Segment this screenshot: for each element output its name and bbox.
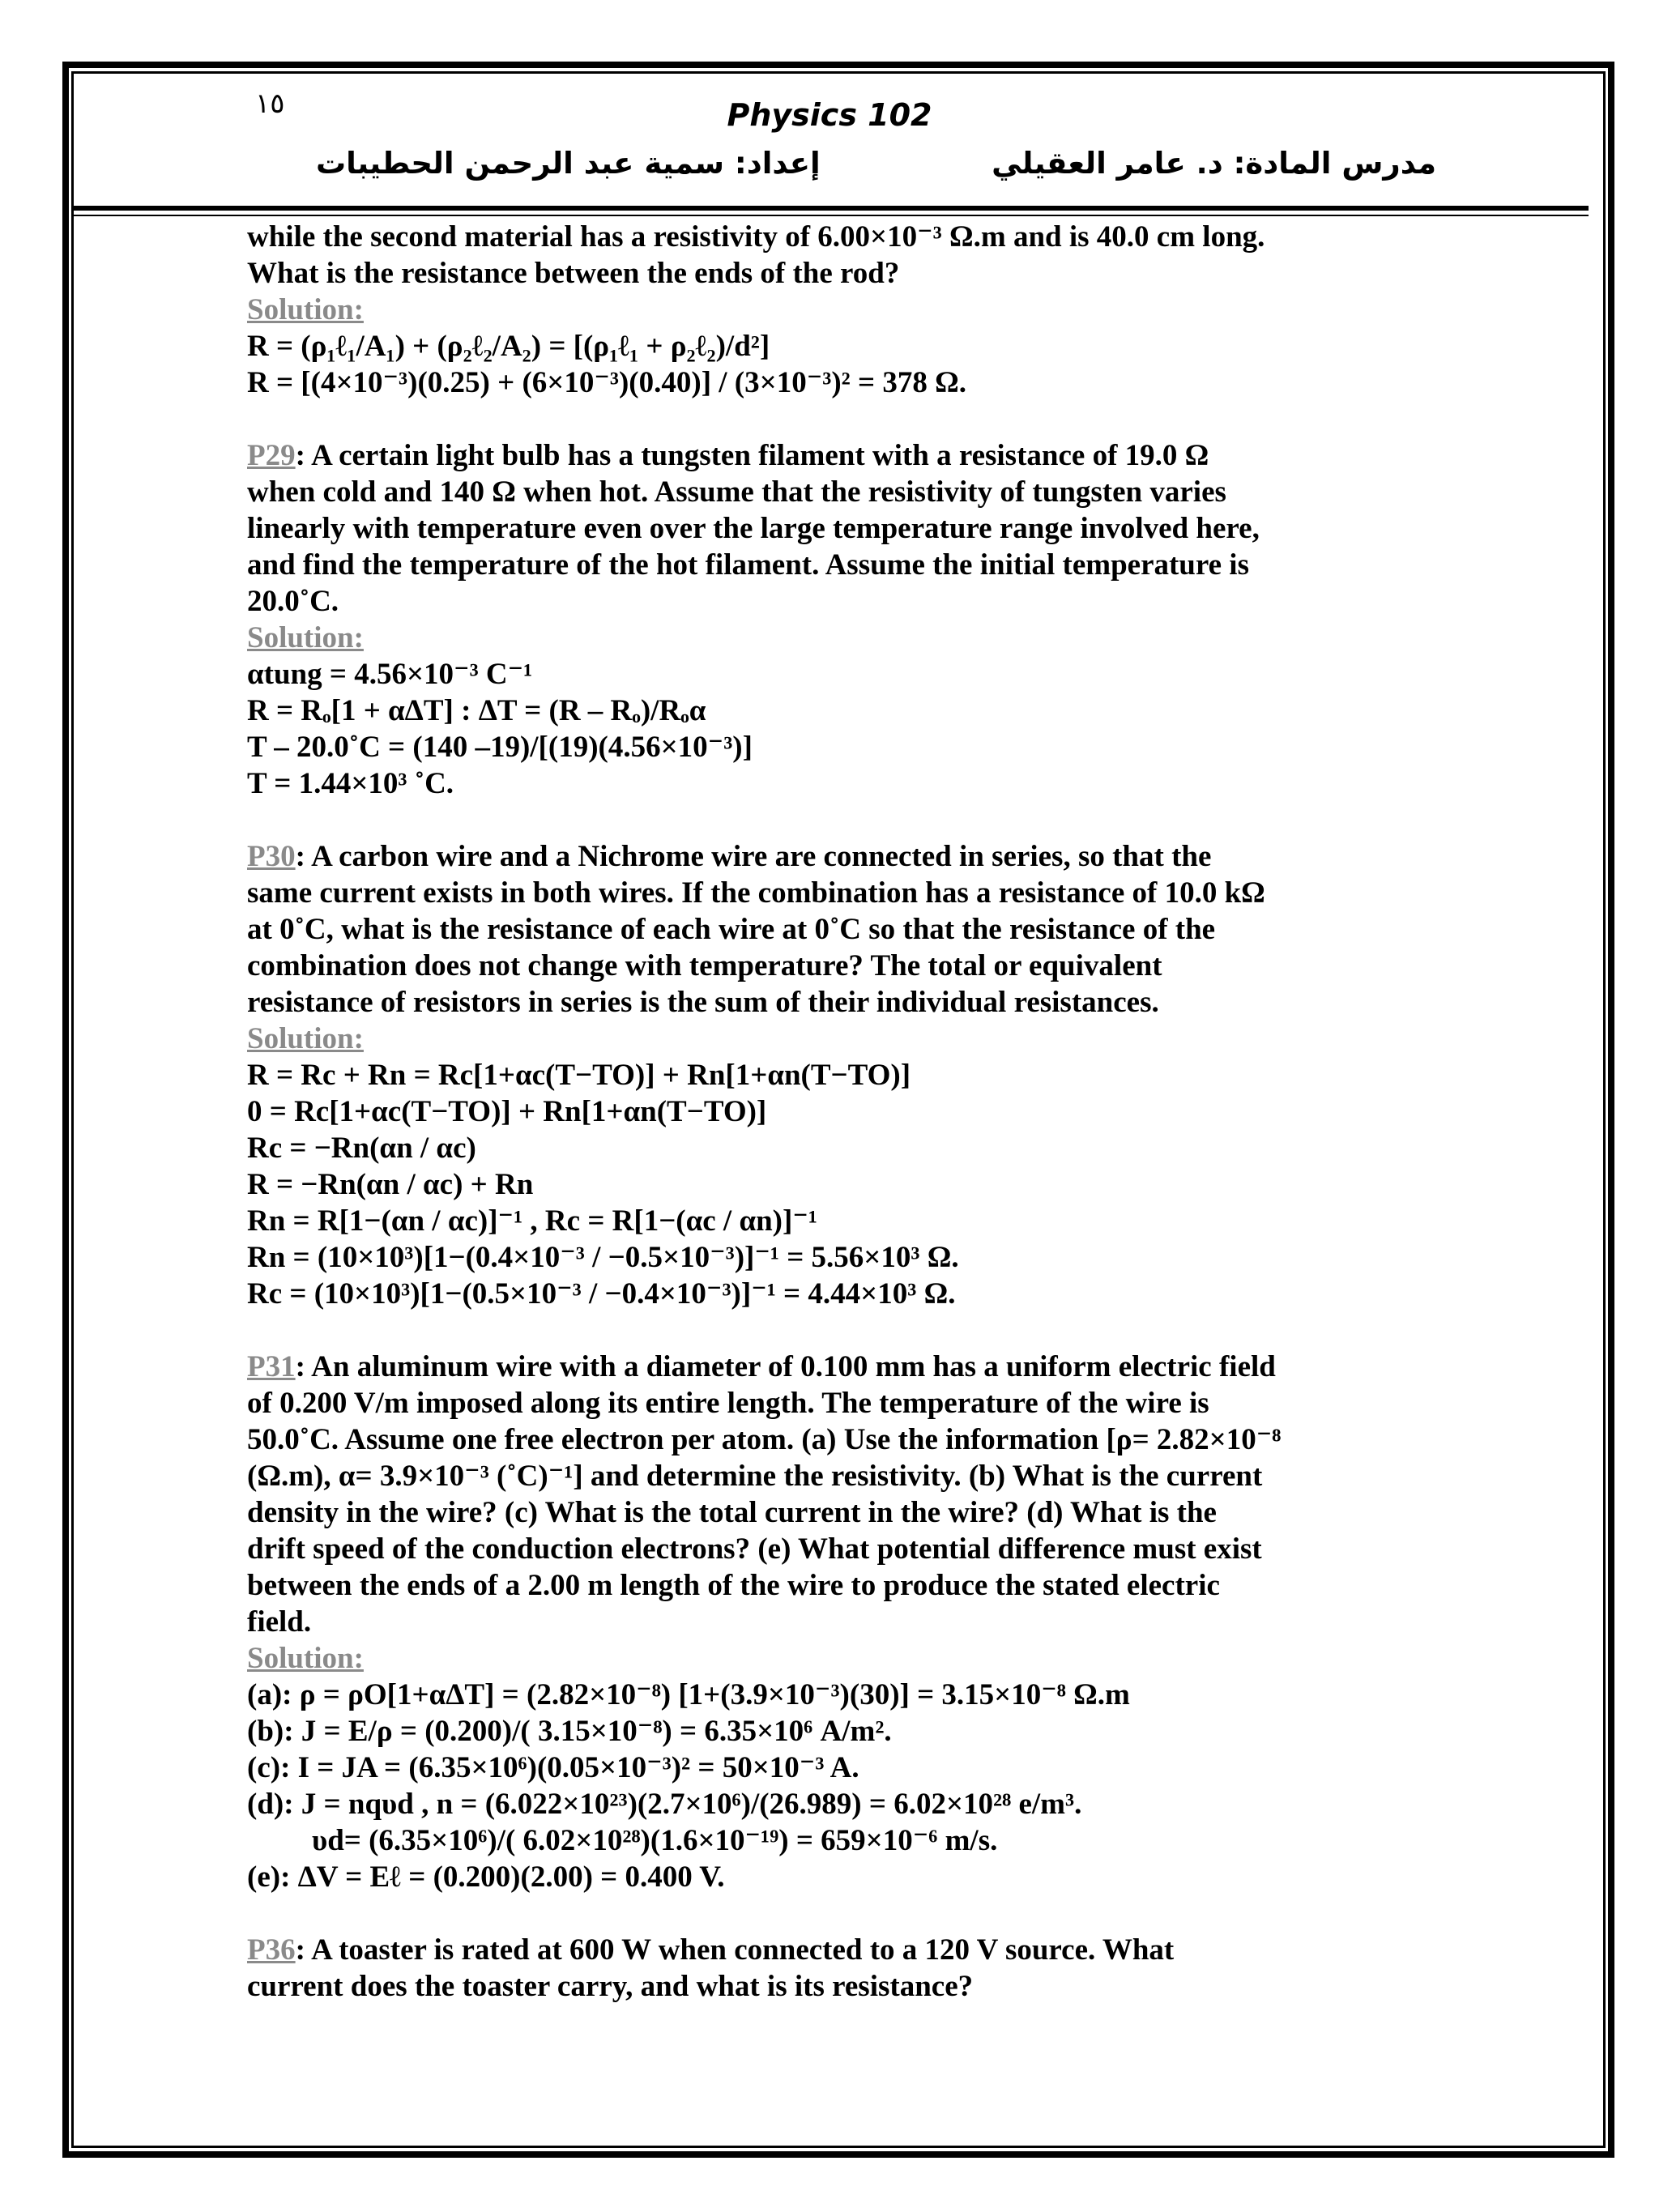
problem-line: when cold and 140 Ω when hot. Assume that the resistivity of tungsten varies [247, 475, 1226, 509]
problem-line: A toaster is rated at 600 W when connected to a 120 V source. What [311, 1933, 1175, 1967]
solution-line: αtung = 4.56×10⁻³ C⁻¹ [247, 658, 533, 691]
solution-line: 0 = Rc[1+αc(T−TO)] + Rn[1+αn(T−TO)] [247, 1095, 767, 1128]
problem-label: P29 [247, 439, 296, 472]
solution-label: Solution: [247, 621, 364, 654]
problem-line: A carbon wire and a Nichrome wire are connected in series, so that the [311, 840, 1212, 873]
problem-line: and find the temperature of the hot filament. Assume the initial temperature is [247, 548, 1249, 582]
solution-line: Rc = (10×10³)[1−(0.5×10⁻³ / −0.4×10⁻³)]⁻¹ = 4.44×10³ Ω. [247, 1277, 956, 1311]
solution-label: Solution: [247, 1642, 364, 1675]
solution-line: υd= (6.35×10⁶)/( 6.02×10²⁸)(1.6×10⁻¹⁹) = 659×10⁻⁶ m/s. [312, 1824, 998, 1857]
problem-line: 50.0˚C. Assume one free electron per atom. (a) Use the information [ρ= 2.82×10⁻⁸ [247, 1423, 1282, 1456]
problem-p31: P31: An aluminum wire with a diameter of 0.100 mm has a uniform electric field of 0.200 V/m imposed along its entire length. The temperature of the wire is 50.0˚C. Assume one free electron per atom. (a) Use the information [ρ= 2.82×10⁻⁸ (Ω.m), α= 3.9×10⁻³ (˚C)⁻¹] and determine the resistivity. (b) What is the current density in the wire? (c) What is the total current in the wire? (d) What is the drift speed of the conduction electrons? (e) What potential difference must exist between the ends of a 2.00 m length of the wire to produce the stated electric field. [247, 1349, 1446, 1640]
problem-line: 20.0˚C. [247, 585, 339, 618]
problem-p30: P30: A carbon wire and a Nichrome wire are connected in series, so that the same current exists in both wires. If the combination has a resistance of 10.0 kΩ at 0˚C, what is the resistance of each wire at 0˚C so that the resistance of the combination does not change with temperature? The total or equivalent resistance of resistors in series is the sum of their individual resistances. [247, 838, 1446, 1021]
problem-label: P30 [247, 840, 296, 873]
solution-label: Solution: [247, 293, 364, 326]
solution-line: R = Rc + Rn = Rc[1+αc(T−TO)] + Rn[1+αn(T−TO)] [247, 1059, 911, 1092]
course-title: Physics 102 [727, 97, 932, 133]
intro-problem-text [247, 219, 1446, 292]
problem-p29: P29: A certain light bulb has a tungsten filament with a resistance of 19.0 Ω when cold and 140 Ω when hot. Assume that the resistivity of tungsten varies linearly with temperature even over the large temperature range involved here, and find the temperature of the hot filament. Assume the initial temperature is 20.0˚C. [247, 437, 1446, 620]
problem-line: density in the wire? (c) What is the total current in the wire? (d) What is the [247, 1496, 1217, 1529]
prepared-by: إعداد: سمية عبد الرحمن الحطيبات [316, 146, 821, 181]
problem-line: while the second material has a resistivity of 6.00×10⁻³ Ω.m and is 40.0 cm long. [247, 220, 1265, 254]
problem-line: combination does not change with temperature? The total or equivalent [247, 949, 1162, 982]
solution-line: R = (ρ₁ℓ₁/A₁) + (ρ₂ℓ₂/A₂) = [(ρ₁ℓ₁ + ρ₂ℓ₂)/d²] [247, 330, 770, 363]
problem-line: drift speed of the conduction electrons? (e) What potential difference must exist [247, 1532, 1262, 1566]
problem-label: P36 [247, 1933, 296, 1967]
problem-line: of 0.200 V/m imposed along its entire length. The temperature of the wire is [247, 1387, 1209, 1420]
solution-line: (d): J = nqυd , n = (6.022×10²³)(2.7×10⁶)/(26.989) = 6.02×10²⁸ e/m³. [247, 1788, 1082, 1821]
problem-line: An aluminum wire with a diameter of 0.100 mm has a uniform electric field [311, 1350, 1276, 1383]
solution-line: (e): ΔV = Eℓ = (0.200)(2.00) = 0.400 V. [247, 1860, 725, 1894]
solution-line: R = −Rn(αn / αc) + Rn [247, 1168, 534, 1201]
solution-line: (b): J = E/ρ = (0.200)/( 3.15×10⁻⁸) = 6.35×10⁶ A/m². [247, 1715, 892, 1748]
problem-line: What is the resistance between the ends of the rod? [247, 257, 900, 290]
solution-label: Solution: [247, 1022, 364, 1055]
solution-line: Rc = −Rn(αn / αc) [247, 1132, 476, 1165]
problem-p36: P36: A toaster is rated at 600 W when connected to a 120 V source. What current does the toaster carry, and what is its resistance? [247, 1932, 1446, 2005]
problem-line: field. [247, 1605, 312, 1639]
solution-line: Rn = (10×10³)[1−(0.4×10⁻³ / −0.5×10⁻³)]⁻¹ = 5.56×10³ Ω. [247, 1241, 959, 1274]
problem-line: current does the toaster carry, and what is its resistance? [247, 1970, 974, 2003]
solution-line: (a): ρ = ρO[1+αΔT] = (2.82×10⁻⁸) [1+(3.9×10⁻³)(30)] = 3.15×10⁻⁸ Ω.m [247, 1678, 1130, 1711]
problem-line: at 0˚C, what is the resistance of each wire at 0˚C so that the resistance of the [247, 913, 1216, 946]
problem-line: linearly with temperature even over the large temperature range involved here, [247, 512, 1260, 545]
problem-line: (Ω.m), α= 3.9×10⁻³ (˚C)⁻¹] and determine the resistivity. (b) What is the current [247, 1460, 1263, 1493]
instructor: مدرس المادة: د. عامر العقيلي [992, 146, 1436, 181]
problem-line: between the ends of a 2.00 m length of the wire to produce the stated electric [247, 1569, 1220, 1602]
solution-line: T = 1.44×10³ ˚C. [247, 767, 454, 800]
page-number: ١٥ [255, 87, 285, 120]
document-body [247, 219, 1446, 2005]
solution-line: T – 20.0˚C = (140 –19)/[(19)(4.56×10⁻³)] [247, 731, 753, 764]
header-divider-thin [74, 215, 1589, 216]
solution-line: R = Rₒ[1 + αΔT] : ΔT = (R – Rₒ)/Rₒα [247, 694, 706, 727]
solution-line: R = [(4×10⁻³)(0.25) + (6×10⁻³)(0.40)] / (3×10⁻³)² = 378 Ω. [247, 366, 966, 399]
problem-line: resistance of resistors in series is the sum of their individual resistances. [247, 986, 1159, 1019]
problem-label: P31 [247, 1350, 296, 1383]
problem-line: same current exists in both wires. If the combination has a resistance of 10.0 kΩ [247, 876, 1265, 910]
solution-line: Rn = R[1−(αn / αc)]⁻¹ , Rc = R[1−(αc / αn)]⁻¹ [247, 1204, 817, 1238]
header-divider [74, 206, 1589, 211]
problem-line: A certain light bulb has a tungsten filament with a resistance of 19.0 Ω [311, 439, 1209, 472]
solution-line: (c): I = JA = (6.35×10⁶)(0.05×10⁻³)² = 50×10⁻³ A. [247, 1751, 859, 1784]
